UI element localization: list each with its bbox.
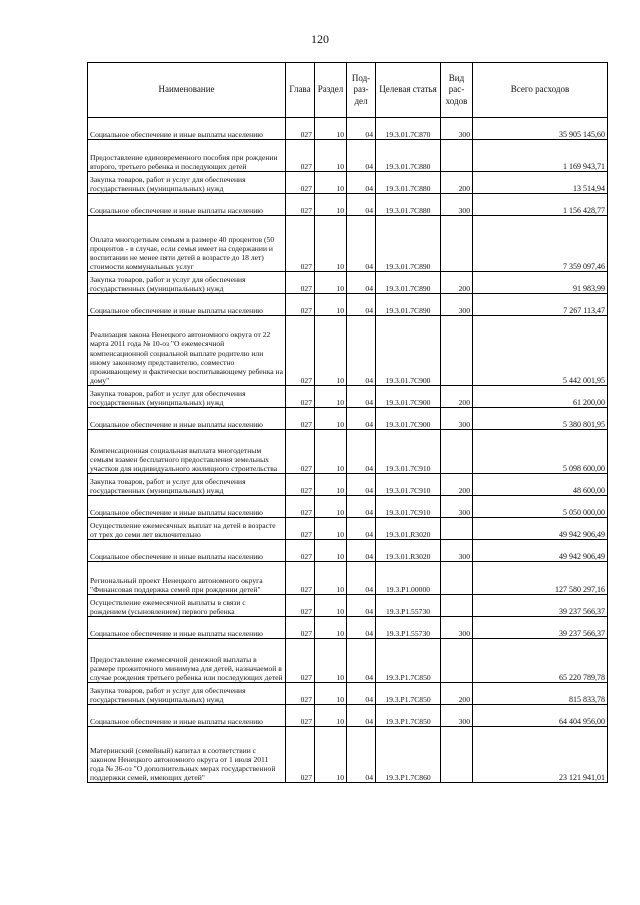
row-glava: 027	[286, 496, 315, 518]
row-razdel: 10	[315, 386, 347, 408]
row-glava: 027	[286, 595, 315, 617]
row-name: Реализация закона Ненецкого автономного округа от 22 марта 2011 года № 10-оз "О ежемесячной компенсационной социальной выплате родителю или иному законному представителю, совместно проживающему и фактически воспитывающему ребенка на дому"	[88, 316, 286, 386]
row-vid	[441, 316, 473, 386]
row-name: Социальное обеспечение и иные выплаты населению	[88, 617, 286, 639]
row-total: 39 237 566,37	[473, 617, 608, 639]
row-vid	[441, 430, 473, 474]
row-razdel: 10	[315, 727, 347, 783]
row-name: Закупка товаров, работ и услуг для обеспечения государственных (муниципальных) нужд	[88, 386, 286, 408]
row-glava: 027	[286, 272, 315, 294]
header-razdel: Раздел	[315, 63, 347, 118]
row-razdel: 10	[315, 216, 347, 272]
table-row	[88, 727, 608, 783]
row-total: 39 237 566,37	[473, 595, 608, 617]
row-name: Закупка товаров, работ и услуг для обеспечения государственных (муниципальных) нужд	[88, 683, 286, 705]
row-razdel: 10	[315, 140, 347, 172]
table-row	[88, 140, 608, 172]
row-glava: 027	[286, 639, 315, 683]
row-razdel: 10	[315, 408, 347, 430]
row-vid	[441, 140, 473, 172]
row-vid: 200	[441, 172, 473, 194]
row-vid: 300	[441, 118, 473, 140]
row-celevaya: 19.3.01.7С910	[376, 474, 441, 496]
row-name: Осуществление ежемесячных выплат на детей в возрасте от трех до семи лет включительно	[88, 518, 286, 540]
row-celevaya: 19.3.01.7С890	[376, 216, 441, 272]
table-row	[88, 430, 608, 474]
row-name: Социальное обеспечение и иные выплаты населению	[88, 540, 286, 562]
row-glava: 027	[286, 617, 315, 639]
row-razdel: 10	[315, 474, 347, 496]
row-razdel: 10	[315, 272, 347, 294]
row-razdel: 10	[315, 562, 347, 595]
row-total: 5 098 600,00	[473, 430, 608, 474]
row-razdel: 10	[315, 595, 347, 617]
row-celevaya: 19.3.01.7С890	[376, 294, 441, 316]
row-vid: 300	[441, 496, 473, 518]
row-name: Компенсационная социальная выплата многодетным семьям взамен бесплатного предоставления земельных участков для индивидуального жилищного строительства	[88, 430, 286, 474]
row-vid: 200	[441, 683, 473, 705]
row-total: 49 942 906,49	[473, 518, 608, 540]
table-row	[88, 272, 608, 294]
row-total: 5 442 001,95	[473, 316, 608, 386]
row-celevaya: 19.3.01.7С870	[376, 118, 441, 140]
row-podrazdel: 04	[347, 194, 376, 216]
row-razdel: 10	[315, 518, 347, 540]
table-row	[88, 172, 608, 194]
row-name: Осуществление ежемесячной выплаты в связи с рождением (усыновлением) первого ребенка	[88, 595, 286, 617]
row-name: Социальное обеспечение и иные выплаты населению	[88, 118, 286, 140]
row-vid: 200	[441, 386, 473, 408]
row-celevaya: 19.3.01.7С890	[376, 272, 441, 294]
row-total: 7 359 097,46	[473, 216, 608, 272]
table-row	[88, 540, 608, 562]
row-podrazdel: 04	[347, 172, 376, 194]
row-vid: 300	[441, 540, 473, 562]
row-podrazdel: 04	[347, 118, 376, 140]
row-total: 127 580 297,16	[473, 562, 608, 595]
row-total: 23 121 941,01	[473, 727, 608, 783]
row-vid	[441, 216, 473, 272]
row-razdel: 10	[315, 496, 347, 518]
row-vid	[441, 595, 473, 617]
table-row	[88, 474, 608, 496]
row-vid: 300	[441, 194, 473, 216]
row-glava: 027	[286, 705, 315, 727]
row-total: 91 983,99	[473, 272, 608, 294]
row-razdel: 10	[315, 118, 347, 140]
row-name: Предоставление единовременного пособия при рождении второго, третьего ребенка и последующих детей	[88, 140, 286, 172]
row-celevaya: 19.3.P1.55730	[376, 595, 441, 617]
row-celevaya: 19.3.P1.7С860	[376, 727, 441, 783]
row-podrazdel: 04	[347, 562, 376, 595]
header-total: Всего расходов	[473, 63, 608, 118]
row-total: 64 404 956,00	[473, 705, 608, 727]
table-row	[88, 562, 608, 595]
row-name: Социальное обеспечение и иные выплаты населению	[88, 496, 286, 518]
row-razdel: 10	[315, 316, 347, 386]
row-razdel: 10	[315, 683, 347, 705]
row-podrazdel: 04	[347, 617, 376, 639]
row-glava: 027	[286, 518, 315, 540]
row-razdel: 10	[315, 639, 347, 683]
table-row	[88, 639, 608, 683]
row-total: 35 905 145,60	[473, 118, 608, 140]
row-glava: 027	[286, 727, 315, 783]
row-total: 1 156 428,77	[473, 194, 608, 216]
row-razdel: 10	[315, 430, 347, 474]
row-podrazdel: 04	[347, 408, 376, 430]
row-celevaya: 19.3.01.R3020	[376, 540, 441, 562]
row-celevaya: 19.3.01.7С880	[376, 140, 441, 172]
row-razdel: 10	[315, 172, 347, 194]
row-celevaya: 19.3.01.7С880	[376, 172, 441, 194]
row-glava: 027	[286, 562, 315, 595]
row-total: 5 050 000,00	[473, 496, 608, 518]
row-vid: 300	[441, 408, 473, 430]
row-glava: 027	[286, 216, 315, 272]
row-glava: 027	[286, 294, 315, 316]
row-celevaya: 19.3.P1.7С850	[376, 639, 441, 683]
row-vid: 300	[441, 705, 473, 727]
row-celevaya: 19.3.01.R3020	[376, 518, 441, 540]
row-name: Социальное обеспечение и иные выплаты населению	[88, 294, 286, 316]
row-celevaya: 19.3.01.7С880	[376, 194, 441, 216]
row-vid	[441, 639, 473, 683]
row-total: 49 942 906,49	[473, 540, 608, 562]
row-glava: 027	[286, 316, 315, 386]
table-row	[88, 683, 608, 705]
row-vid: 200	[441, 474, 473, 496]
header-vid: Вид рас-ходов	[441, 63, 473, 118]
table-row	[88, 216, 608, 272]
row-podrazdel: 04	[347, 540, 376, 562]
row-podrazdel: 04	[347, 727, 376, 783]
row-podrazdel: 04	[347, 474, 376, 496]
row-glava: 027	[286, 386, 315, 408]
row-glava: 027	[286, 540, 315, 562]
row-celevaya: 19.3.P1.7С850	[376, 705, 441, 727]
row-podrazdel: 04	[347, 683, 376, 705]
row-celevaya: 19.3.P1.55730	[376, 617, 441, 639]
row-vid: 300	[441, 294, 473, 316]
row-podrazdel: 04	[347, 140, 376, 172]
row-total: 61 200,00	[473, 386, 608, 408]
row-podrazdel: 04	[347, 430, 376, 474]
row-total: 815 833,78	[473, 683, 608, 705]
row-vid	[441, 727, 473, 783]
table-row	[88, 386, 608, 408]
row-celevaya: 19.3.P1.7С850	[376, 683, 441, 705]
table-row	[88, 595, 608, 617]
row-total: 13 514,94	[473, 172, 608, 194]
row-glava: 027	[286, 683, 315, 705]
row-glava: 027	[286, 172, 315, 194]
table-row	[88, 705, 608, 727]
row-vid: 300	[441, 617, 473, 639]
row-podrazdel: 04	[347, 316, 376, 386]
table-row	[88, 408, 608, 430]
row-vid	[441, 562, 473, 595]
row-razdel: 10	[315, 705, 347, 727]
row-celevaya: 19.3.01.7С900	[376, 386, 441, 408]
row-podrazdel: 04	[347, 216, 376, 272]
row-total: 1 169 943,71	[473, 140, 608, 172]
row-name: Закупка товаров, работ и услуг для обеспечения государственных (муниципальных) нужд	[88, 474, 286, 496]
row-name: Материнский (семейный) капитал в соответствии с законом Ненецкого автономного округа от 1 июля 2011 года № 36-оз "О дополнительных мерах государственной поддержки семей, имеющих детей"	[88, 727, 286, 783]
row-podrazdel: 04	[347, 386, 376, 408]
row-glava: 027	[286, 118, 315, 140]
row-razdel: 10	[315, 617, 347, 639]
table-row	[88, 194, 608, 216]
row-vid	[441, 518, 473, 540]
table-row	[88, 316, 608, 386]
table-row	[88, 518, 608, 540]
table-row	[88, 617, 608, 639]
row-total: 7 267 113,47	[473, 294, 608, 316]
header-podrazdel: Под-раз-дел	[347, 63, 376, 118]
table-row	[88, 118, 608, 140]
table-row	[88, 496, 608, 518]
row-podrazdel: 04	[347, 639, 376, 683]
header-name: Наименование	[88, 63, 286, 118]
header-glava: Глава	[286, 63, 315, 118]
row-name: Региональный проект Ненецкого автономного округа "Финансовая поддержка семей при рождении детей"	[88, 562, 286, 595]
row-podrazdel: 04	[347, 595, 376, 617]
page-number: 120	[311, 32, 329, 46]
row-razdel: 10	[315, 294, 347, 316]
row-celevaya: 19.3.01.7С900	[376, 408, 441, 430]
row-razdel: 10	[315, 540, 347, 562]
row-name: Закупка товаров, работ и услуг для обеспечения государственных (муниципальных) нужд	[88, 172, 286, 194]
row-total: 65 220 789,78	[473, 639, 608, 683]
row-razdel: 10	[315, 194, 347, 216]
row-glava: 027	[286, 430, 315, 474]
row-name: Предоставление ежемесячной денежной выплаты в размере прожиточного минимума для детей, назначаемой в случае рождения третьего ребенка или последующих детей	[88, 639, 286, 683]
row-glava: 027	[286, 474, 315, 496]
row-glava: 027	[286, 408, 315, 430]
row-name: Социальное обеспечение и иные выплаты населению	[88, 194, 286, 216]
row-vid: 200	[441, 272, 473, 294]
row-glava: 027	[286, 194, 315, 216]
table-header-row	[88, 63, 608, 118]
row-podrazdel: 04	[347, 294, 376, 316]
row-total: 48 600,00	[473, 474, 608, 496]
row-celevaya: 19.3.01.7С910	[376, 430, 441, 474]
table-row	[88, 294, 608, 316]
row-name: Социальное обеспечение и иные выплаты населению	[88, 705, 286, 727]
row-name: Закупка товаров, работ и услуг для обеспечения государственных (муниципальных) нужд	[88, 272, 286, 294]
header-celevaya: Целевая статья	[376, 63, 441, 118]
row-celevaya: 19.3.01.7С900	[376, 316, 441, 386]
row-celevaya: 19.3.01.7С910	[376, 496, 441, 518]
row-podrazdel: 04	[347, 518, 376, 540]
row-podrazdel: 04	[347, 272, 376, 294]
row-name: Оплата многодетным семьям в размере 40 процентов (50 процентов - в случае, если семья имеет на содержании и воспитании не менее пяти детей в возрасте до 18 лет) стоимости коммунальных услуг	[88, 216, 286, 272]
row-glava: 027	[286, 140, 315, 172]
row-podrazdel: 04	[347, 496, 376, 518]
row-podrazdel: 04	[347, 705, 376, 727]
row-total: 5 380 801,95	[473, 408, 608, 430]
budget-table	[87, 62, 608, 783]
row-name: Социальное обеспечение и иные выплаты населению	[88, 408, 286, 430]
row-celevaya: 19.3.P1.00000	[376, 562, 441, 595]
